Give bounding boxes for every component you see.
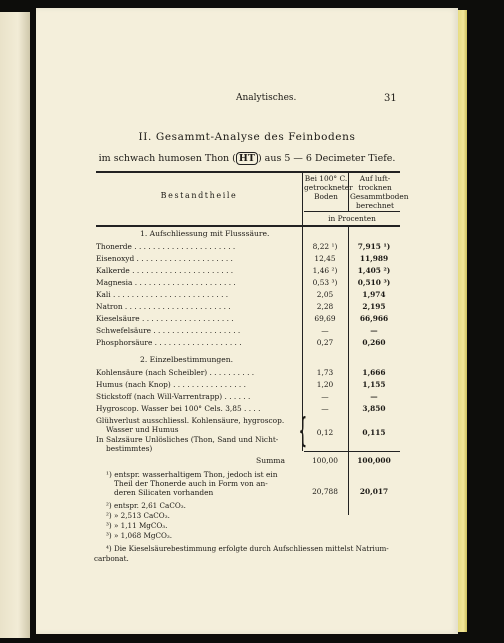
row-label: Schwefelsäure . . . . . . . . . . . . . . . . . . .: [96, 326, 241, 335]
insoluble-line-2: bestimmtes): [106, 444, 153, 453]
table-row: [96, 242, 391, 252]
row-value-dried: 1,20: [316, 380, 334, 389]
row-label: Humus (nach Knop) . . . . . . . . . . . . . . . .: [96, 380, 246, 389]
row-value-dried: —: [321, 326, 329, 335]
row-value-dried: 12,45: [314, 254, 336, 263]
table-row: [96, 380, 386, 390]
brace-value-air-dried: 0,115: [362, 428, 386, 437]
row-value-dried: —: [321, 404, 329, 413]
footnote-4-line-2: carbonat.: [94, 554, 129, 563]
row-value-air-dried: 0,260: [362, 338, 386, 347]
book-page: [36, 8, 458, 634]
section-2-heading: 2. Einzelbestimmungen.: [140, 355, 234, 364]
table-row: [96, 338, 386, 348]
running-head-title: Analytisches.: [236, 93, 297, 103]
row-label: Magnesia . . . . . . . . . . . . . . . . . . . . . .: [96, 278, 236, 287]
row-value-dried: 2,28: [316, 302, 334, 311]
row-value-dried: 0,53 ³): [312, 278, 338, 287]
analysis-table: [96, 171, 409, 465]
footnote-1-line-1: ¹) entspr. wasserhaltigem Thon, jedoch ist ein: [106, 470, 278, 479]
section-title: II. Gesammt-Analyse des Feinbodens: [138, 131, 356, 143]
brace-value-dried: 0,12: [316, 428, 334, 437]
row-value-dried: 0,27: [316, 338, 334, 347]
row-label: Kalkerde . . . . . . . . . . . . . . . . . . . . . .: [96, 266, 234, 275]
insoluble-line-1: In Salzsäure Unlösliches (Thon, Sand und Nicht-: [96, 435, 279, 444]
row-value-dried: 8,22 ¹): [312, 242, 338, 251]
row-label: Kali . . . . . . . . . . . . . . . . . . . . . . . . .: [96, 290, 229, 299]
table-row: [96, 392, 378, 402]
table-row: [96, 278, 391, 288]
table-row: [96, 302, 386, 312]
row-value-air-dried: 1,155: [362, 380, 386, 389]
footnote-1-line-3: deren Silicaten vorhanden: [114, 488, 214, 497]
row-label: Kohlensäure (nach Scheibler) . . . . . . . . . .: [96, 368, 255, 377]
row-value-air-dried: 1,974: [362, 290, 386, 299]
row-value-dried: 2,05: [316, 290, 334, 299]
summa-value-dried: 100,00: [312, 456, 338, 465]
page-edge-gilt: [458, 10, 467, 632]
subtitle-before: im schwach humosen Thon (: [98, 153, 236, 164]
header-dried-soil: Bei 100° C. getrockneter Boden: [304, 174, 353, 201]
row-value-air-dried: —: [370, 392, 378, 401]
table-top-rule: [96, 171, 400, 173]
row-value-air-dried: 66,966: [359, 314, 389, 323]
header-bottom-rule: [96, 225, 400, 227]
row-label: Kieselsäure . . . . . . . . . . . . . . . . . . . .: [96, 314, 234, 323]
row-label: Stickstoff (nach Will-Varrentrapp) . . . . . .: [96, 392, 251, 401]
row-value-air-dried: 1,405 ²): [357, 266, 391, 275]
page-number: 31: [384, 93, 397, 104]
footnote-3: ³) » 1,11 MgCO₃.: [106, 521, 168, 530]
row-value-air-dried: 0,510 ³): [357, 278, 391, 287]
facing-page-edge: [0, 12, 30, 638]
summa-rule: [304, 451, 400, 452]
section-subtitle: [36, 153, 458, 164]
row-value-air-dried: 3,850: [362, 404, 386, 413]
row-value-air-dried: 11,989: [359, 254, 389, 263]
table-row: [96, 404, 386, 414]
summa-label: Summa: [256, 456, 286, 465]
table-row: [96, 266, 391, 276]
row-value-air-dried: 7,915 ¹): [357, 242, 391, 251]
header-air-dried-soil: Auf luft-trocknen Gesammtboden berechnet: [350, 174, 409, 210]
table-row: [96, 254, 389, 264]
table-row: [96, 314, 389, 324]
row-value-air-dried: 1,666: [362, 368, 386, 377]
row-value-dried: —: [321, 392, 329, 401]
row-label: Phosphorsäure . . . . . . . . . . . . . . . . . . .: [96, 338, 242, 347]
footnote-1-value-air-dried: 20,017: [359, 487, 389, 496]
section-1-heading: 1. Aufschliessung mit Flusssäure.: [140, 229, 270, 238]
header-unit-rule: [304, 211, 400, 212]
row-value-dried: 69,69: [314, 314, 336, 323]
summa-value-air-dried: 100,000: [357, 456, 391, 465]
row-value-dried: 1,46 ²): [312, 266, 338, 275]
footnote-4-line-1: ⁴) Die Kieselsäurebestimmung erfolgte durch Aufschliessen mittelst Natrium-: [106, 544, 389, 553]
row-value-dried: 1,73: [316, 368, 334, 377]
table-row: [96, 368, 386, 378]
header-constituents: Bestandtheile: [160, 191, 238, 200]
footnote-2: ²) entspr. 2,61 CaCO₃.: [106, 501, 186, 510]
row-label: Hygroscop. Wasser bei 100° Cels. 3,85 . . . .: [96, 404, 261, 413]
row-value-air-dried: 2,195: [362, 302, 386, 311]
table-row: [96, 290, 386, 300]
header-unit: in Procenten: [328, 214, 376, 223]
curly-brace: {: [298, 411, 308, 451]
row-label: Thonerde . . . . . . . . . . . . . . . . . . . . . .: [96, 242, 236, 251]
row-value-air-dried: —: [370, 326, 378, 335]
footnote-1-line-2: Theil der Thonerde auch in Form von an-: [114, 479, 268, 488]
row-label: Eisenoxyd . . . . . . . . . . . . . . . . . . . . .: [96, 254, 233, 263]
footnote-2b: ²) » 2,513 CaCO₃.: [106, 511, 170, 520]
row-label: Natron . . . . . . . . . . . . . . . . . . . . . . .: [96, 302, 231, 311]
subtitle-after: ) aus 5 — 6 Decimeter Tiefe.: [257, 153, 396, 164]
footnote-3b: ³) » 1,068 MgCO₃.: [106, 531, 173, 540]
footnote-1-value-dried: 20,788: [312, 487, 338, 496]
soil-code: HT: [236, 152, 258, 165]
loss-on-ignition-line-2: Wasser und Humus: [106, 425, 179, 434]
table-row: [96, 326, 378, 336]
header-divider-1: [302, 171, 303, 225]
loss-on-ignition-line-1: Glühverlust ausschliessl. Kohlensäure, hygroscop.: [96, 416, 285, 425]
